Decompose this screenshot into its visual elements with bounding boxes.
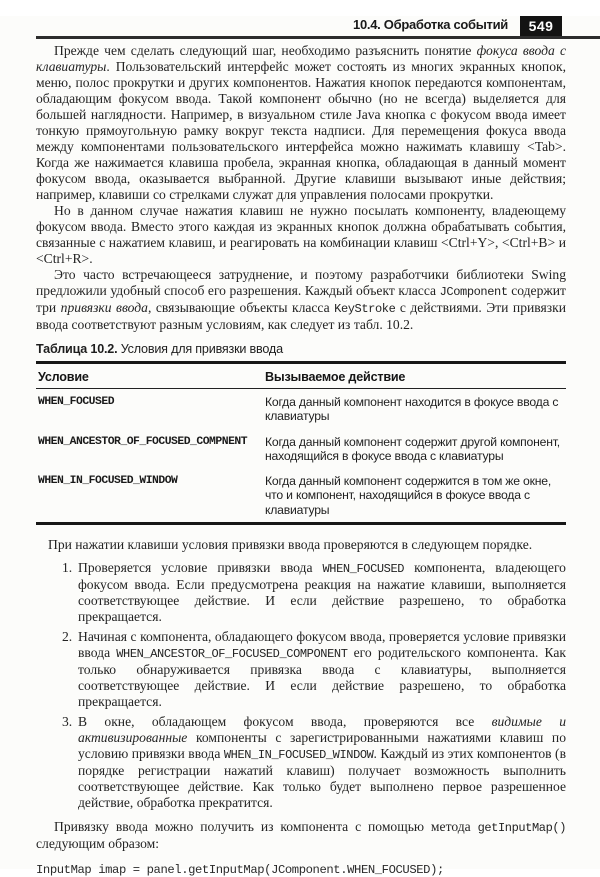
plain-text: его родительского компонента. Как только обнаруживается привязка ввода с клавиатуры, выполняется соответствующее действие. И если действие разрешено, то обработка прекращается.	[78, 645, 567, 710]
plain-text: . Пользовательский интерфейс может состоять из многих экранных кнопок, меню, полос прокрутки и других компонентов. Нажатия кнопок передаются компонентам, обладающим фокусом ввода. Такой компонент обычно (но не всегда) выделяется для большей наглядности. Например, в визуальном стиле Java кнопка с фокусом ввода имеет тонкую прямоугольную рамку вокруг текста надписи. Для перемещения фокуса ввода между компонентами пользовательского интерфейса можно нажимать клавишу <Tab>. Когда же нажимается клавиша пробела, экранная кнопка, обладающая в данный момент фокусом ввода, оказывается выбранной. Другие клавиши вызывают иные действия; например, клавиши со стрелками служат для управления полосами прокрутки.	[36, 59, 566, 202]
table-row	[36, 468, 566, 522]
condition-cell: WHEN_FOCUSED	[38, 396, 115, 408]
table-caption-text: Условия для привязки ввода	[117, 342, 283, 356]
plain-text: Начиная с компонента, обладающего фокусом ввода, проверяется условие привязки ввода	[78, 629, 566, 661]
list-item-text	[78, 629, 566, 710]
table-row	[36, 429, 566, 469]
plain-text: компоненты с зарегистрированными нажатиями клавиш по условию привязки ввода	[78, 730, 566, 762]
column-header-action: Вызываемое действие	[265, 370, 406, 384]
list-item	[62, 714, 566, 811]
plain-text: Привязку ввода можно получить из компонента с помощью метода	[54, 819, 478, 835]
plain-text: Прежде чем сделать следующий шаг, необходимо разъяснить понятие	[54, 43, 477, 58]
plain-text: , связывающие объекты класса	[147, 300, 335, 315]
table-header-row	[36, 364, 566, 389]
action-cell: Когда данный компонент содержится в том же окне, что и компонент, находящийся в фокусе ввода с клавиатуры	[265, 474, 552, 517]
list-item	[62, 629, 566, 710]
plain-text: . Каждый из этих компонентов (в порядке регистрации нажатий клавиш) получает возможность выполнить соответствующее действие. Как только будет выполнено первое разрешенное действие, обработка прекратится.	[78, 746, 566, 811]
inline-code: WHEN_FOCUSED	[322, 562, 405, 577]
plain-text: В окне, обладающем фокусом ввода, проверяются все	[78, 714, 492, 730]
plain-text: с действиями. Эти привязки ввода соответствуют разным условиям, как следует из табл. 10.2.	[36, 300, 567, 332]
processing-order-list	[36, 560, 566, 811]
inline-code: getInputMap()	[477, 821, 566, 836]
action-cell: Когда данный компонент находится в фокусе ввода с клавиатуры	[265, 395, 559, 424]
plain-text: Проверяется условие привязки ввода	[78, 560, 323, 576]
table-caption-label: Таблица 10.2.	[36, 342, 118, 356]
list-item-text	[78, 560, 566, 625]
inline-code: WHEN_IN_FOCUSED_WINDOW	[223, 748, 374, 763]
paragraph-key-combinations	[36, 203, 566, 267]
inline-code: KeyStroke	[334, 302, 396, 316]
plain-text: компонента, владеющего фокусом ввода. Если предусмотрена реакция на нажатие клавиши, выполняется соответствующее действие. И если действие разрешено, то обработка прекращается.	[78, 560, 566, 625]
condition-cell: WHEN_IN_FOCUSED_WINDOW	[38, 475, 178, 488]
emphasis-text: фокуса ввода с клавиатуры	[36, 43, 566, 74]
action-cell: Когда данный компонент содержит другой компонент, находящийся в фокусе ввода с клавиатуры	[265, 434, 560, 463]
inline-code: JComponent	[439, 285, 508, 299]
emphasis-text: привязки ввода	[60, 300, 148, 315]
page-content	[0, 43, 600, 877]
input-bindings-table	[36, 361, 566, 525]
paragraph-get-input-map	[36, 819, 566, 852]
section-title: 10.4. Обработка событий	[353, 17, 508, 32]
list-item-number: 2.	[62, 629, 73, 645]
paragraph-order-intro	[36, 537, 566, 553]
code-snippet: InputMap imap = panel.getInputMap(JComponent.WHEN_FOCUSED);	[36, 863, 444, 877]
book-page	[0, 16, 600, 877]
plain-text: Это часто встречающееся затруднение, и поэтому разработчики библиотеки Swing предложили удобный способ его разрешения. Каждый объект класса	[36, 267, 566, 298]
plain-text: содержит три	[36, 283, 566, 315]
plain-text: При нажатии клавиши условия привязки ввода проверяются в следующем порядке.	[48, 537, 533, 553]
condition-cell: WHEN_ANCESTOR_OF_FOCUSED_COMPNENT	[38, 435, 248, 448]
inline-code: WHEN_ANCESTOR_OF_FOCUSED_COMPONENT	[116, 647, 348, 662]
table-block	[36, 342, 566, 525]
paragraph-focus-intro	[36, 43, 566, 203]
plain-text: Но в данном случае нажатия клавиш не нужно посылать компоненту, владеющему фокусом ввода. Вместо этого каждая из экранных кнопок должна обрабатывать события, связанные с нажатием клавиш, и реагировать на комбинации клавиш <Ctrl+Y>, <Ctrl+B> и <Ctrl+R>.	[36, 203, 566, 266]
list-item-text	[78, 714, 566, 811]
list-item-number: 1.	[62, 560, 73, 576]
table-row	[36, 389, 566, 429]
table-caption	[36, 342, 566, 356]
emphasis-text: видимые и активизированные	[78, 714, 566, 746]
plain-text: следующим образом:	[36, 836, 160, 852]
running-head	[36, 16, 600, 39]
column-header-condition: Условие	[38, 370, 89, 384]
list-item	[62, 560, 566, 625]
paragraph-swing-input-maps	[36, 267, 566, 333]
list-item-number: 3.	[62, 714, 73, 730]
bindings-table-body	[36, 389, 566, 522]
page-number-badge: 549	[520, 16, 562, 36]
